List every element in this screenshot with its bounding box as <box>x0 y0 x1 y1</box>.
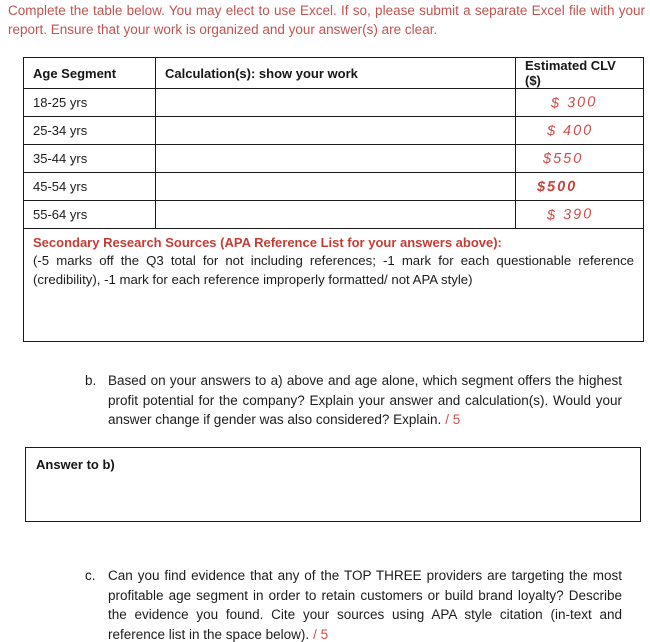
table-row <box>24 173 644 201</box>
question-b-label: b. <box>85 373 97 388</box>
calculation-cell[interactable] <box>156 117 516 145</box>
table-row <box>24 201 644 229</box>
table-row <box>24 117 644 145</box>
calculation-cell[interactable] <box>156 89 516 117</box>
table-row <box>24 145 644 173</box>
col-header-age-segment: Age Segment <box>24 58 156 89</box>
table-row <box>24 89 644 117</box>
age-segment-cell: 25-34 yrs <box>24 117 156 145</box>
age-segment-cell: 45-54 yrs <box>24 173 156 201</box>
question-c-body: Can you find evidence that any of the TOP THREE providers are targeting the most profitable age segment in order to retain customers or build brand loyalty? Describe the evidence you found. Cite your sources using APA style citation (in-text and reference list in the space below). <box>108 568 622 642</box>
question-b-marks: / 5 <box>445 412 461 427</box>
age-segment-cell: 55-64 yrs <box>24 201 156 229</box>
answer-box-b-label: Answer to b) <box>36 457 115 472</box>
instructions-text: Complete the table below. You may elect to use Excel. If so, please submit a separate Excel file with your report. Ensure that your work is organized and your answer(s) are clear. <box>8 3 645 37</box>
clv-table <box>23 57 644 342</box>
question-c-label: c. <box>85 568 96 583</box>
col-header-calculations: Calculation(s): show your work <box>156 58 516 89</box>
age-segment-cell: 18-25 yrs <box>24 89 156 117</box>
question-b <box>85 371 622 430</box>
question-b-text <box>108 371 622 430</box>
handwritten-clv-value: $ 390 <box>546 205 594 224</box>
table-footer-row <box>24 229 644 342</box>
clv-cell[interactable] <box>516 117 644 145</box>
handwritten-clv-value: $ 300 <box>550 93 598 112</box>
clv-cell[interactable] <box>516 201 644 229</box>
table-header-row <box>24 58 644 89</box>
clv-cell[interactable] <box>516 145 644 173</box>
handwritten-clv-value: $ 400 <box>546 122 594 139</box>
age-segment-cell: 35-44 yrs <box>24 145 156 173</box>
question-b-body: Based on your answers to a) above and age alone, which segment offers the highest profit potential for the company? Explain your answer and calculation(s). Would your answer change if gender was also considered? Explain. <box>108 373 622 427</box>
question-c-marks: / 5 <box>313 626 329 642</box>
sources-heading: Secondary Research Sources (APA Reference List for your answers above): <box>33 235 502 250</box>
calculation-cell[interactable] <box>156 173 516 201</box>
handwritten-clv-value: $500 <box>536 178 578 195</box>
clv-cell[interactable] <box>516 89 644 117</box>
sources-penalty-text: (-5 marks off the Q3 total for not including references; -1 mark for each questionable reference (credibility), -1 mark for each reference improperly formatted/ not APA style) <box>33 253 634 287</box>
col-header-estimated-clv: Estimated CLV ($) <box>516 58 644 89</box>
handwritten-clv-value: $550 <box>543 150 584 167</box>
calculation-cell[interactable] <box>156 201 516 229</box>
answer-box-b[interactable] <box>25 447 641 522</box>
clv-cell[interactable] <box>516 173 644 201</box>
calculation-cell[interactable] <box>156 145 516 173</box>
question-c <box>85 566 622 642</box>
secondary-research-sources-cell[interactable] <box>24 229 644 342</box>
question-c-text <box>108 566 622 642</box>
